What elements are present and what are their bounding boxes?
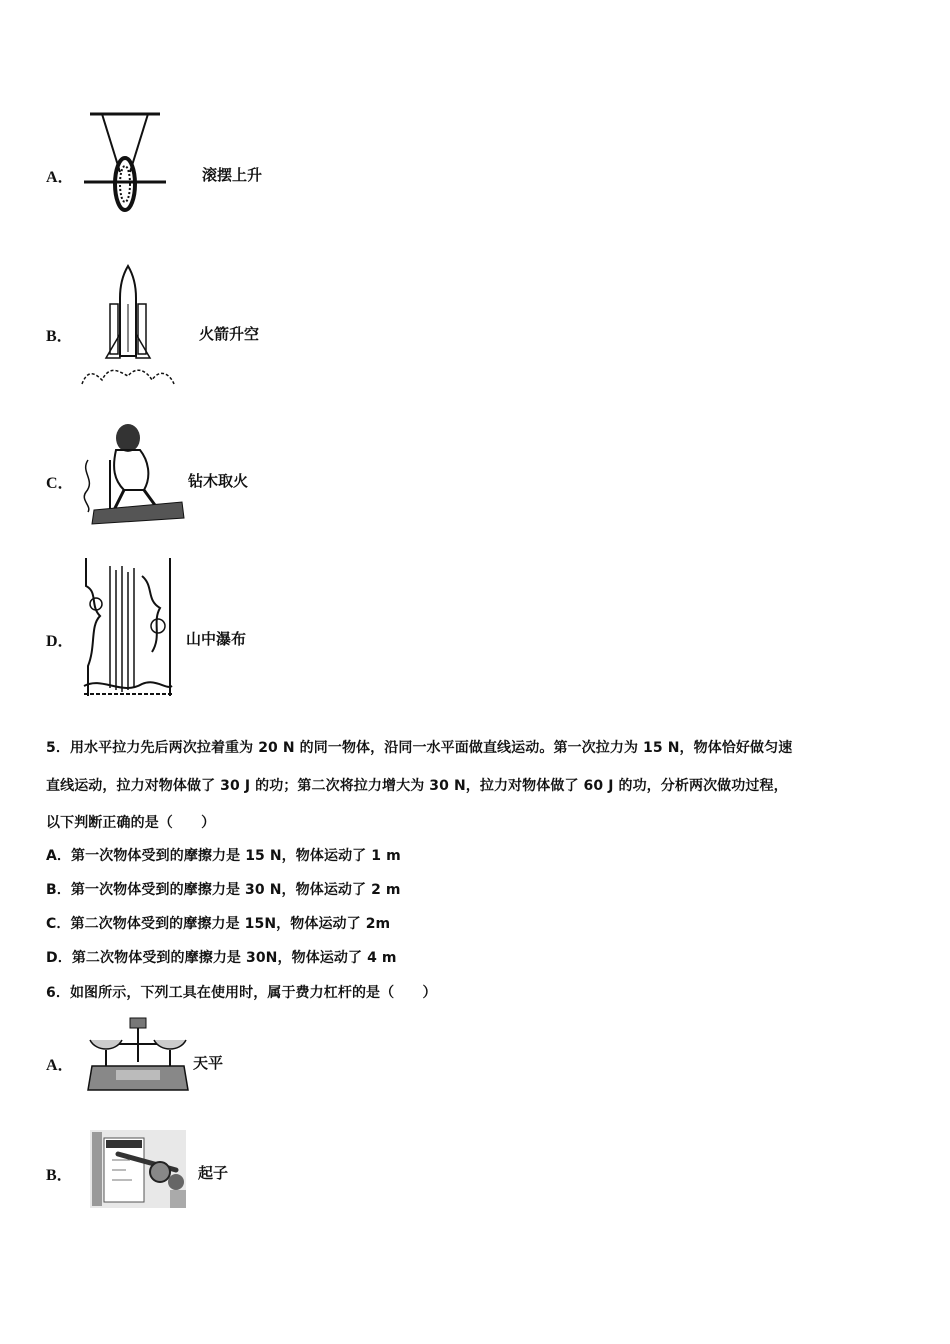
option-caption: 起子 — [198, 1164, 229, 1182]
maxwell-pendulum-icon — [84, 110, 166, 214]
question-5-stem-line-1: 5．用水平拉力先后两次拉着重为 20 N 的同一物体，沿同一水平面做直线运动。第一次拉力为 15 N，物体恰好做匀速 — [46, 740, 793, 756]
option-letter: C． — [46, 475, 74, 492]
option-caption: 滚摆上升 — [202, 166, 263, 184]
option-letter: D． — [46, 633, 74, 650]
option-caption: 天平 — [193, 1054, 224, 1072]
option-letter: A． — [46, 169, 74, 186]
option-caption: 钻木取火 — [188, 472, 249, 490]
question-6-stem: 6．如图所示，下列工具在使用时，属于费力杠杆的是（ ） — [46, 985, 437, 1001]
option-letter: B． — [46, 1167, 73, 1184]
drilling-wood-fire-icon — [74, 420, 186, 526]
option-letter: B． — [46, 328, 73, 345]
question-5-option-c: C．第二次物体受到的摩擦力是 15N，物体运动了 2m — [46, 916, 391, 932]
question-5-option-a: A．第一次物体受到的摩擦力是 15 N，物体运动了 1 m — [46, 848, 401, 864]
option-caption: 山中瀑布 — [186, 630, 247, 648]
question-5-option-d: D．第二次物体受到的摩擦力是 30N，物体运动了 4 m — [46, 950, 397, 966]
mountain-waterfall-icon — [82, 556, 174, 700]
option-letter: A． — [46, 1057, 74, 1074]
option-caption: 火箭升空 — [199, 325, 260, 343]
balance-scale-icon — [86, 1016, 190, 1096]
bottle-opener-icon — [90, 1130, 186, 1208]
question-5-option-b: B．第一次物体受到的摩擦力是 30 N，物体运动了 2 m — [46, 882, 401, 898]
rocket-launch-icon — [80, 264, 176, 386]
question-5-stem-line-3: 以下判断正确的是（ ） — [46, 815, 216, 831]
question-5-stem-line-2: 直线运动，拉力对物体做了 30 J 的功；第二次将拉力增大为 30 N，拉力对物体做了 60 J 的功，分析两次做功过程， — [46, 778, 788, 794]
